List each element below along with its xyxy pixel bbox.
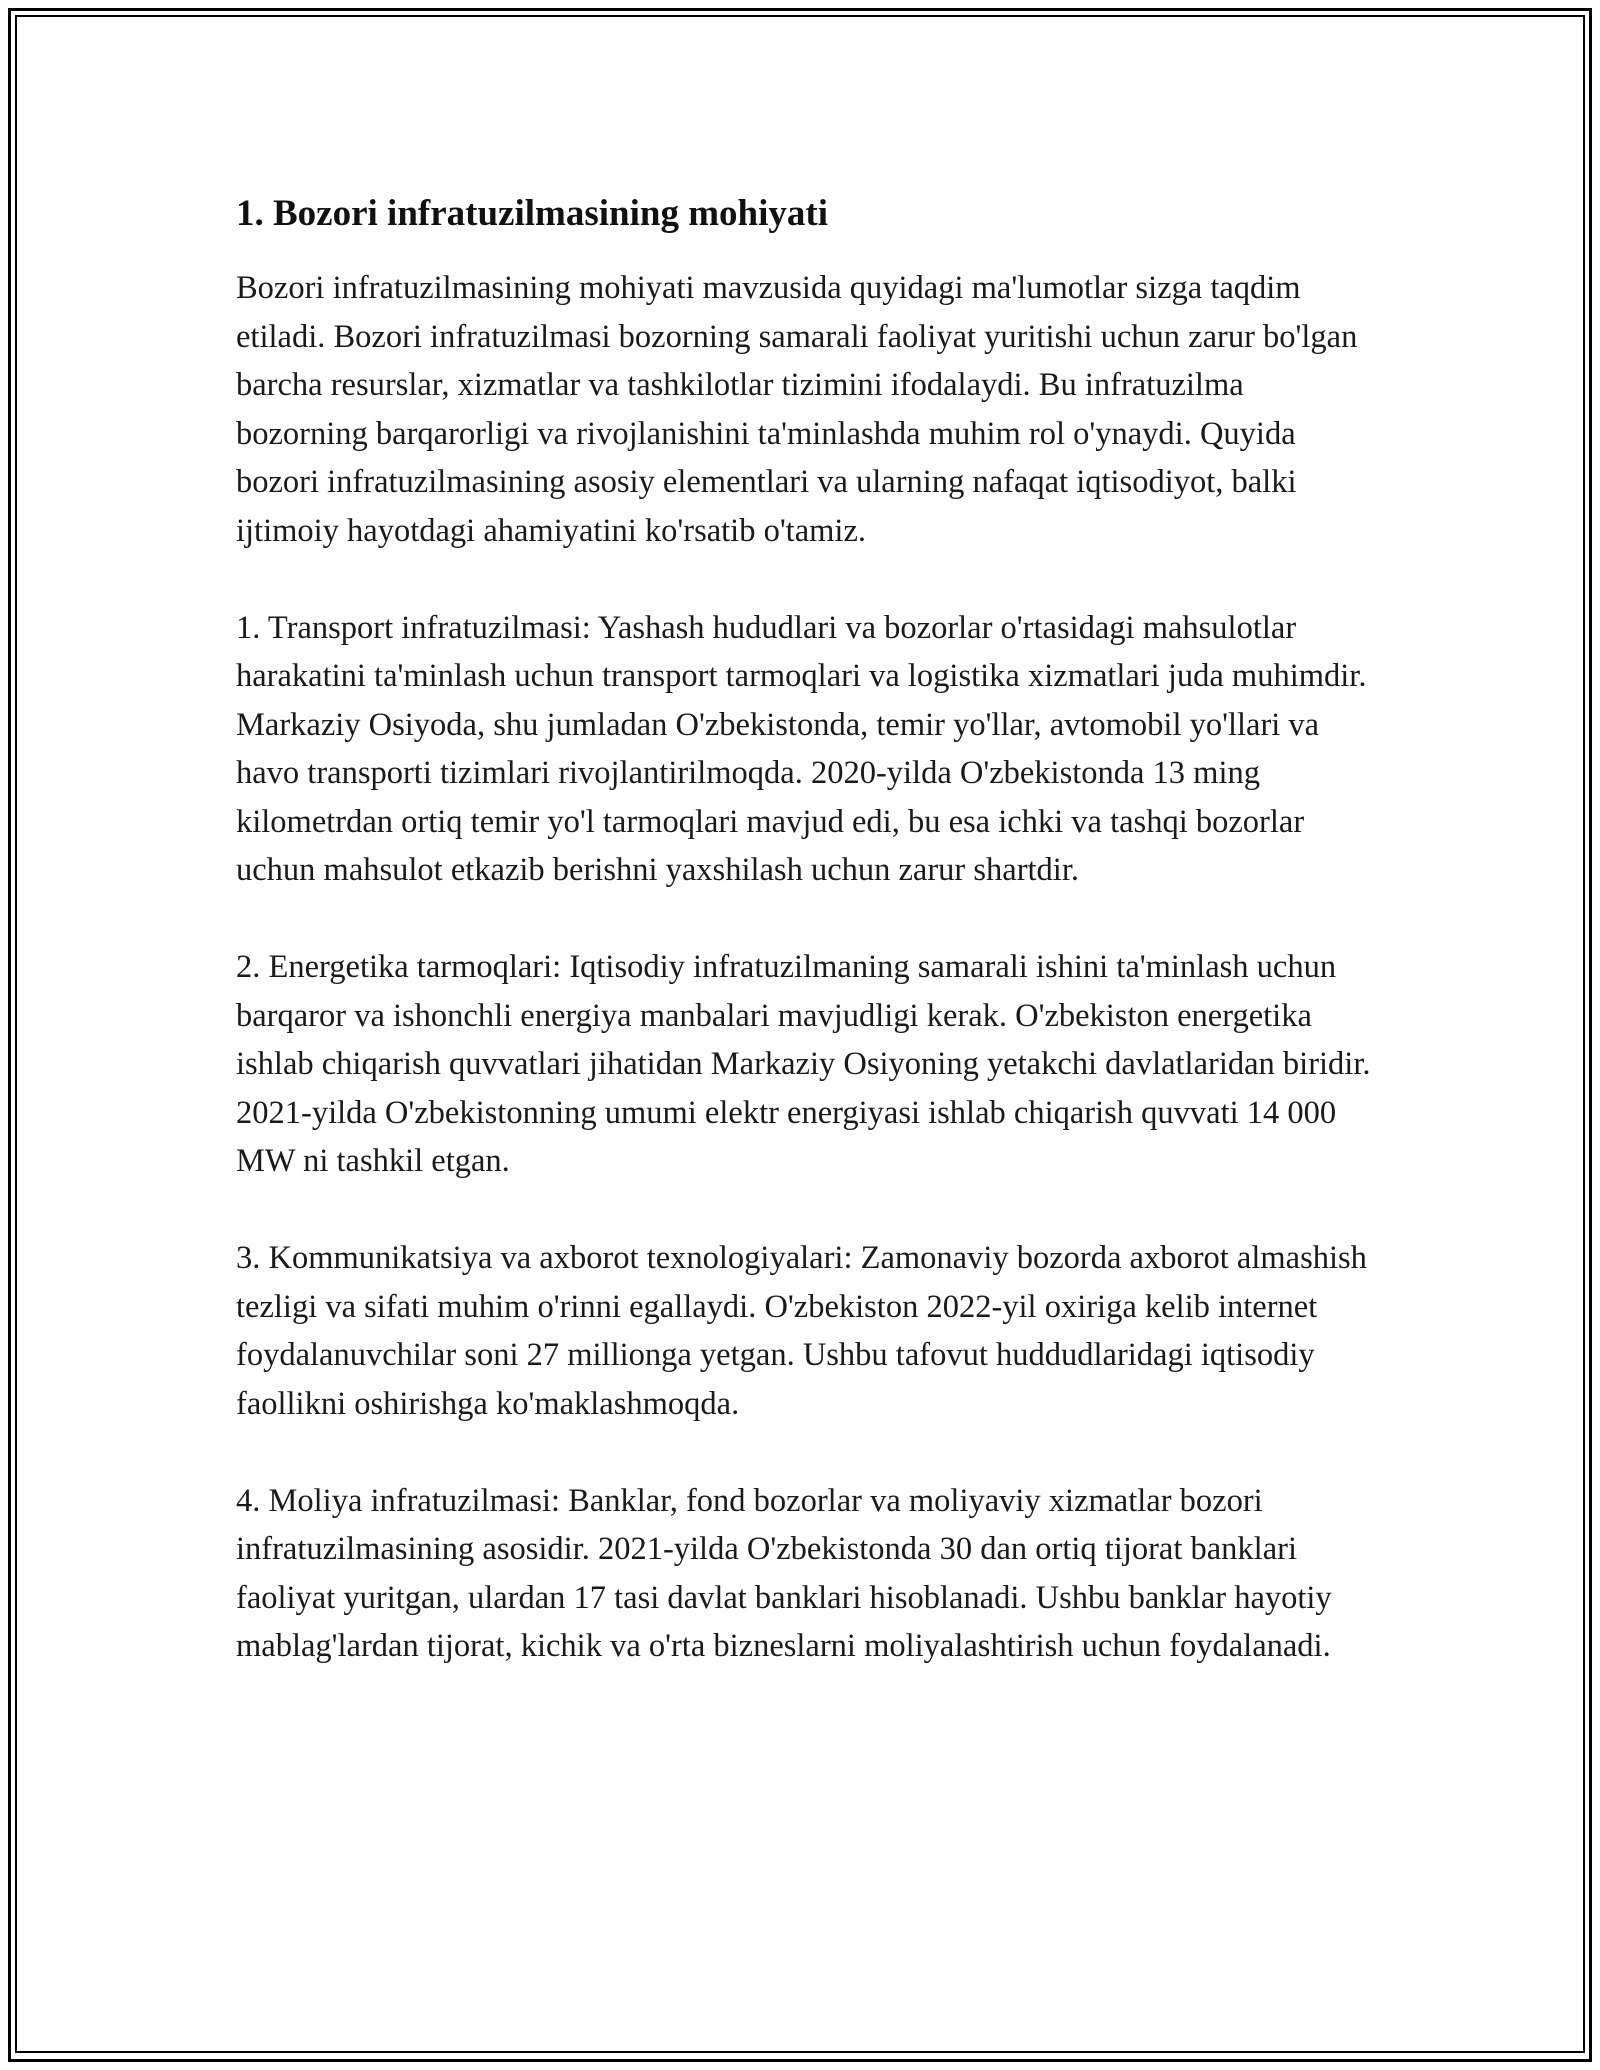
page-title: 1. Bozori infratuzilmasining mohiyati bbox=[236, 193, 828, 234]
transport-paragraph: 1. Transport infratuzilmasi: Yashash hududlari va bozorlar o'rtasidagi mahsulotlar harakatini ta'minlash uchun transport tarmoqlari va logistika xizmatlari juda muhimdir. Markaziy Osiyoda, shu jumladan O'zbekistonda, temir yo'llar, avtomobil yo'llari va havo transporti tizimlari rivojlantirilmoqda. 2020-yilda O'zbekistonda 13 ming kilometrdan ortiq temir yo'l tarmoqlari mavjud edi, bu esa ichki va tashqi bozorlar uchun mahsulot etkazib berishni yaxshilash uchun zarur shartdir. bbox=[236, 609, 1367, 888]
finance-paragraph: 4. Moliya infratuzilmasi: Banklar, fond bozorlar va moliyaviy xizmatlar bozori infratuzilmasining asosidir. 2021-yilda O'zbekistonda 30 dan ortiq tijorat banklari faoliyat yuritgan, ulardan 17 tasi davlat banklari hisoblanadi. Ushbu banklar hayotiy mablag'lardan tijorat, kichik va o'rta bizneslarni moliyalashtirish uchun foydalanadi. bbox=[236, 1482, 1332, 1664]
energy-paragraph: 2. Energetika tarmoqlari: Iqtisodiy infratuzilmaning samarali ishini ta'minlash uchun barqaror va ishonchli energiya manbalari mavjudligi kerak. O'zbekiston energetika ishlab chiqarish quvvatlari jihatidan Markaziy Osiyoning yetakchi davlatlaridan biridir. 2021-yilda O'zbekistonning umumi elektr energiyasi ishlab chiqarish quvvati 14 000 MW ni tashkil etgan. bbox=[236, 949, 1371, 1179]
intro-paragraph: Bozori infratuzilmasining mohiyati mavzusida quyidagi ma'lumotlar sizga taqdim etiladi. Bozori infratuzilmasi bozorning samarali faoliyat yuritishi uchun zarur bo'lgan barcha resurslar, xizmatlar va tashkilotlar tizimini ifodalaydi. Bu infratuzilma bozorning barqarorligi va rivojlanishini ta'minlashda muhim rol o'ynaydi. Quyida bozori infratuzilmasining asosiy elementlari va ularning nafaqat iqtisodiyot, balki ijtimoiy hayotdagi ahamiyatini ko'rsatib o'tamiz. bbox=[236, 270, 1358, 549]
document-body bbox=[236, 186, 1376, 1719]
communication-paragraph: 3. Kommunikatsiya va axborot texnologiyalari: Zamonaviy bozorda axborot almashish tezligi va sifati muhim o'rinni egallaydi. O'zbekiston 2022-yil oxiriga kelib internet foydalanuvchilar soni 27 millionga yetgan. Ushbu tafovut huddudlaridagi iqtisodiy faollikni oshirishga ko'maklashmoqda. bbox=[236, 1240, 1367, 1422]
